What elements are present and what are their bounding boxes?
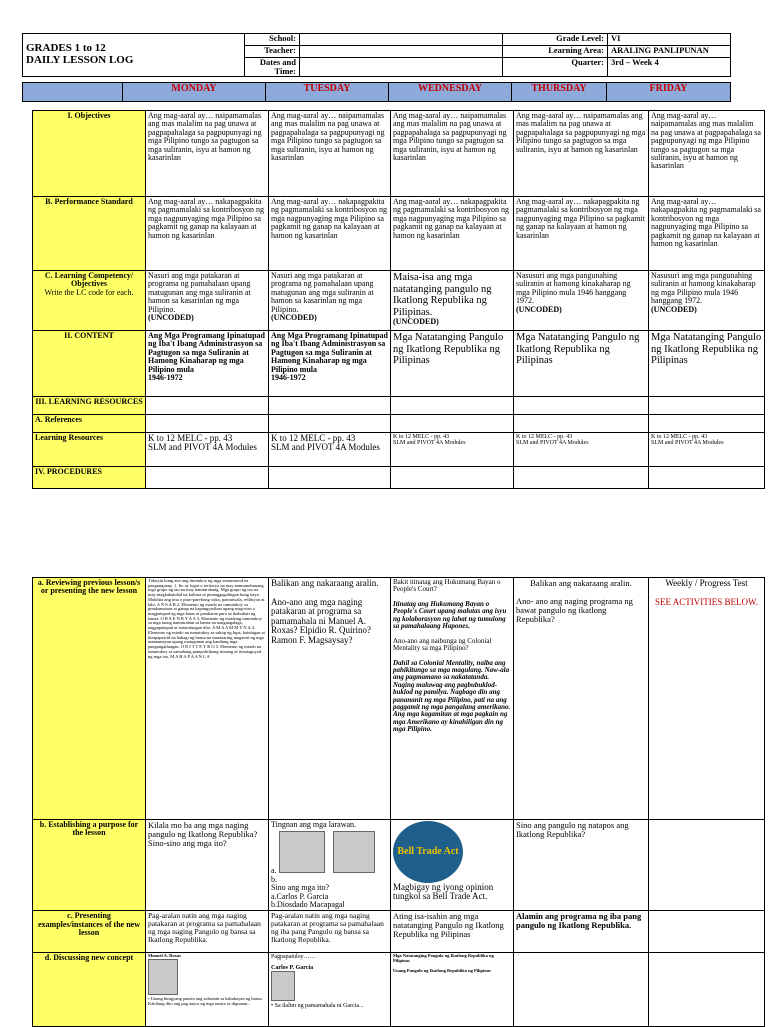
row-label-competency: C. Learning Competency/ Objectives Write the LC code for each. (33, 271, 146, 331)
objective-wed: Ang mag-aaral ay… naipamamalas ang mas malalim na pag unawa at pagpapahalaga sa pagpupunyagi ng mga Pilipino tungo sa pagtugon sa mga suliranin, isyu at hamon ng kasarinlan (391, 111, 514, 197)
review-tue: Balikan ang nakaraang aralin. Ano-ano ang mga naging patakaran at programa sa pamamahala ni Manuel A. Roxas? Elpidio R. Quirino? Ramon F. Magsaysay? (269, 578, 391, 820)
area-value: ARALING PANLIPUNAN (608, 46, 731, 58)
row-label-performance: B. Performance Standard (33, 197, 146, 271)
row-label-learning-resources: Learning Resources (33, 433, 146, 467)
days-blank (23, 83, 123, 102)
teacher-value (300, 46, 503, 58)
purpose-wed: Bell Trade Act Magbigay ng iyong opinion tungkol sa Bell Trade Act. (391, 820, 514, 911)
quarter-label: Quarter: (503, 58, 608, 77)
discussing-tue: Pagpapatuloy…… Carlos P. Garcia • Sa ilalim ng pamamahala ni Garcia... (269, 953, 391, 1027)
row-label-objectives: I. Objectives (33, 111, 146, 197)
review-mon: Tukuyin kung ano ang tinutukoy ng mga sumusunod na pangungusap. 1. Ito ay lugar o teritoryo na may namumuhunang mga grupo ng tao na may naninirahang. Mga grupo ng tao na may magkakatulad na kultura at pinanggagalingan kung kaya. Mukhita ang ima o puro-parehong wika, paniniwala, relihiyon at lahi. A N S A B 2. Elemento ng estado na tumutukoy sa pinakamataas at ganap na kapangyarihan upang mag-utos o magpatupad ng mga batas at patakaran para sa ikabubuti ng bansa. O B S E N R Y A A 3. Elemento ng estadong tumutukoy sa mga taong naninirahan sa bansa na nangangalaga, nagpapatupad at natutulungan dito. A M A A M M Y N A 4. Elemento ng estado na tumutukoy sa sakop ng lupa, katubigan at himpapawid na bahagi ng bansa na masasaring magamit ng mga mamamayan upang matugunan ang kanilang mga pangangailangan. O R I T T E Y R O 5. Elemento ng estado na tumutukoy sa samahang pampolitikang itinatag at itinataguyod ng mga tao. M A H A P A A N L A (146, 578, 269, 820)
standard-tue: Ang mag-aaral ay… nakapagpakita ng pagmamalaki sa kontribosyon ng mga nagpunyaging mga Pilipino sa pagkamit ng ganap na kalayaan at hamon ng kasarinlan (269, 197, 391, 271)
review-thu: Balikan ang nakaraang aralin. Ano- ano ang naging programa ng bawat pangulo ng ikatlong Republika? (514, 578, 649, 820)
day-tuesday: TUESDAY (266, 83, 389, 102)
row-label-resources: III. LEARNING RESOURCES (33, 397, 146, 415)
objective-mon: Ang mag-aaral ay… naipamamalas ang mas malalim na pag unawa at pagpapahalaga sa pagpupunyagi ng mga Pilipino tungo sa pagtugon sa mga suliranin, isyu at hamon ng kasarinlan (146, 111, 269, 197)
procedures-table (32, 577, 765, 1027)
resources-tue: K to 12 MELC - pp. 43 SLM and PIVOT 4A Modules (269, 433, 391, 467)
day-monday: MONDAY (123, 83, 266, 102)
content-wed: Mga Natatanging Pangulo ng Ikatlong Republika ng Pilipinas (391, 331, 514, 397)
discussing-mon: Manuel A. Roxas • Unang binigyang pansin ang suliranin sa kabuhayan ng bansa. Kabilang dito ang pag aayos ng mga nasira sa digmaan... (146, 953, 269, 1027)
purpose-tue: Tingnan ang mga larawan. a. b. Sino ang mga ito? a.Carlos P. Garcia b.Diosdado Macapagal (269, 820, 391, 911)
roxas-photo (148, 959, 178, 995)
presenting-wed: Ating isa-isahin ang mga natatanging Pangulo ng Ikatlong Republika ng Pilipinas (391, 911, 514, 953)
school-value (300, 34, 503, 46)
purpose-mon: Kilala mo ba ang mga naging pangulo ng Ikatlong Republika? Sino-sino ang mga ito? (146, 820, 269, 911)
row-label-presenting: c. Presenting examples/instances of the new lesson (33, 911, 146, 953)
row-label-procedures: IV. PROCEDURES (33, 467, 146, 489)
row-label-discussing: d. Discussing new concept (33, 953, 146, 1027)
day-wednesday: WEDNESDAY (389, 83, 512, 102)
grade-label: Grade Level: (503, 34, 608, 46)
standard-fri: Ang mag-aaral ay… nakapagpakita ng pagmamalaki sa kontribosyon ng mga nagpunyaging mga Pilipino sa pagkamit ng ganap na kalayaan at hamon ng kasarinlan (649, 197, 765, 271)
content-thu: Mga Natatanging Pangulo ng Ikatlong Republika ng Pilipinas (514, 331, 649, 397)
garcia-photo (279, 831, 325, 873)
competency-wed: Maisa-isa ang mga natatanging pangulo ng Ikatlong Republika ng Pilipinas. (UNCODED) (391, 271, 514, 331)
garcia-photo-small (271, 971, 295, 1001)
day-thursday: THURSDAY (512, 83, 607, 102)
presenting-thu: Alamin ang programa ng iba pang pangulo ng Ikatlong Republika. (514, 911, 649, 953)
presenting-mon: Pag-aralan natin ang mga naging patakaran at programa sa pamahalaan ng mga naging Pangulo ng bansa sa Ikatlong Republika. (146, 911, 269, 953)
resources-fri: K to 12 MELC - pp. 43 SLM and PIVOT 4A Modules (649, 433, 765, 467)
competency-tue: Nasuri ang mga patakaran at programa ng pamahalaan upang matugunan ang mga suliranin at hamon sa kasarinlan ng mga Pilipino. (UNCODED) (269, 271, 391, 331)
row-label-establishing: b. Establishing a purpose for the lesson (33, 820, 146, 911)
row-label-references: A. References (33, 415, 146, 433)
form-title: GRADES 1 to 12 DAILY LESSON LOG (23, 34, 245, 77)
content-tue: Ang Mga Programang Ipinatupad ng Iba't Ibang Administrasyon sa Pagtugon sa mga Suliranin at Hamong Kinaharap ng mga Pilipino mula 1946-1972 (269, 331, 391, 397)
dates-label: Dates and Time: (245, 58, 300, 77)
lesson-table (32, 110, 765, 489)
quarter-value: 3rd – Week 4 (608, 58, 731, 77)
resources-mon: K to 12 MELC - pp. 43 SLM and PIVOT 4A Modules (146, 433, 269, 467)
resources-wed: K to 12 MELC - pp. 43 SLM and PIVOT 4A Modules (391, 433, 514, 467)
review-fri: Weekly / Progress Test SEE ACTIVITIES BELOW. (649, 578, 765, 820)
objective-thu: Ang mag-aaral ay… naipamamalas ang mas malalim na pag unawa at pagpapahalaga sa pagpupunyagi ng mga Pilipino tungo sa pagtugon sa mga suliranin, isyu at hamon ng kasarinlan (514, 111, 649, 197)
competency-mon: Nasuri ang mga patakaran at programa ng pamahalaan upang matugunan ang mga suliranin at hamon sa kasarinlan ng mga Pilipino. (UNCODED) (146, 271, 269, 331)
bell-trade-act-image: Bell Trade Act (393, 821, 463, 883)
review-wed: Bakit itinatag ang Hukumang Bayan o People's Court? Itinatag ang Hukumang Bayan o People's Court upang malutas ang isyu ng kolaborasyon ng lahat ng tumulong sa pamahalaang Hapones. Ano-ano ang naibunga ng Colonial Mentality sa mga Pilipino? Dahil sa Colonial Mentality, naiba ang pahikitungo sa mga magulang. Naw-ala ang pagmamano sa nakatatanda. Naging maluwag ang pagbubuklod-buklod ng pamilya. Nagbago din ang panananit ng mga Pilipino, pati na ang paggamit ng mga pangalang amerikano. Ang mga kagamitan at mga pagkain ng mga Amerikano ay kinahiligan din ng mga Pilipino. (391, 578, 514, 820)
content-mon: Ang Mga Programang Ipinatupad ng Iba't Ibang Administrasyon sa Pagtugon sa mga Suliranin at Hamong Kinaharap ng mga Pilipino mula 1946-1972 (146, 331, 269, 397)
competency-thu: Nasusuri ang mga pangunahing suliranin at hamong kinakaharap ng mga Pilipino mula 1946 hanggang 1972. (UNCODED) (514, 271, 649, 331)
header-table (22, 33, 731, 77)
day-friday: FRIDAY (607, 83, 731, 102)
teacher-label: Teacher: (245, 46, 300, 58)
standard-mon: Ang mag-aaral ay… nakapagpakita ng pagmamalaki sa kontribosyon ng mga nagpunyaging mga Pilipino sa pagkamit ng ganap na kalayaan at hamon ng kasarinlan (146, 197, 269, 271)
row-label-reviewing: a. Reviewing previous lesson/s or presenting the new lesson (33, 578, 146, 820)
presenting-tue: Pag-aralan natin ang mga naging patakaran at programa sa pamahalaan ng iba pang Pangulo ng bansa sa Ikatlong Republika. (269, 911, 391, 953)
area-label: Learning Area: (503, 46, 608, 58)
grade-value: VI (608, 34, 731, 46)
resources-thu: K to 12 MELC - pp. 43 SLM and PIVOT 4A Modules (514, 433, 649, 467)
purpose-thu: Sino ang pangulo ng natapos ang Ikatlong Republika? (514, 820, 649, 911)
discussing-wed: Mga Natatanging Pangulo ng Ikatlong Republika ng Pilipinas Unang Pangulo ng Ikatlong Republika ng Pilipinas (391, 953, 514, 1027)
competency-fri: Nasusuri ang mga pangunahing suliranin at hamong kinakaharap ng mga Pilipino mula 1946 hanggang 1972. (UNCODED) (649, 271, 765, 331)
standard-thu: Ang mag-aaral ay… nakapagpakita ng pagmamalaki sa kontribosyon ng mga nagpunyaging mga Pilipino sa pagkamit ng ganap na kalayaan at hamon ng kasarinlan (514, 197, 649, 271)
content-fri: Mga Natatanging Pangulo ng Ikatlong Republika ng Pilipinas (649, 331, 765, 397)
days-header (22, 82, 731, 102)
standard-wed: Ang mag-aaral ay… nakapagpakita ng pagmamalaki sa kontribosyon ng mga nagpunyaging mga Pilipino sa pagkamit ng ganap na kalayaan at hamon ng kasarinlan (391, 197, 514, 271)
dates-value (300, 58, 503, 77)
objective-tue: Ang mag-aaral ay… naipamamalas ang mas malalim na pag unawa at pagpapahalaga sa pagpupunyagi ng mga Pilipino tungo sa pagtugon sa mga suliranin, isyu at hamon ng kasarinlan (269, 111, 391, 197)
objective-fri: Ang mag-aaral ay… naipamamalas ang mas malalim na pag unawa at pagpapahalaga sa pagpupunyagi ng mga Pilipino tungo sa pagtugon sa mga suliranin, isyu at hamon ng kasarinlan (649, 111, 765, 197)
macapagal-photo (333, 831, 375, 873)
row-label-content: II. CONTENT (33, 331, 146, 397)
school-label: School: (245, 34, 300, 46)
